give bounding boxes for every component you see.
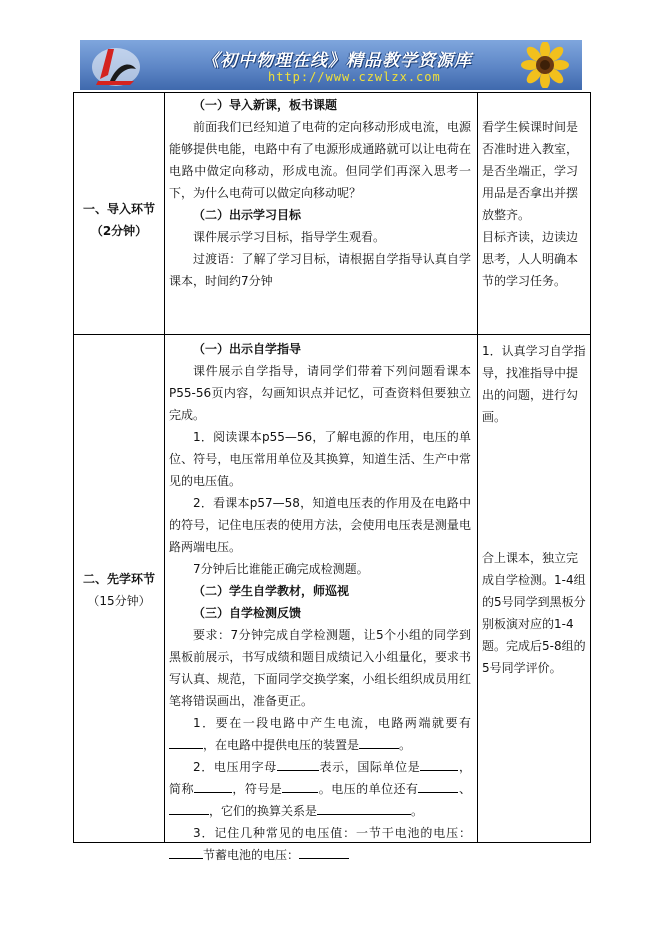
side-note: 1．认真学习自学指导，找准指导中提出的问题，进行勾画。	[482, 344, 586, 424]
question-2: 2．电压用字母 表示，国际单位是 ，简称 ，符号是 。电压的单位还有 、，它们的换算关系是 。	[169, 756, 471, 822]
paragraph: 1．阅读课本p55—56，了解电源的作用，电压的单位、符号，电压常用单位及其换算，知道生活、生产中常见的电压值。	[169, 430, 471, 488]
banner-url: http://www.czwlzx.com	[268, 70, 441, 84]
logo-icon	[90, 43, 142, 89]
answer-blank[interactable]	[169, 800, 209, 815]
paragraph: 7分钟后比谁能正确完成检测题。	[193, 562, 369, 576]
content-cell-intro	[169, 94, 471, 292]
table-border-top	[73, 92, 591, 93]
stage-label-selfstudy	[74, 568, 164, 612]
answer-blank[interactable]	[169, 734, 203, 749]
side-cell-selfstudy-1	[482, 340, 586, 428]
question-1: 1．要在一段电路中产生电流，电路两端就要有，在电路中提供电压的装置是 。	[169, 712, 471, 756]
side-note: 合上课本，独立完成自学检测。1-4组的5号同学到黑板分别板演对应的1-4题。完成后5-8组的5号同学评价。	[482, 551, 586, 675]
section-heading: （三）自学检测反馈	[193, 606, 302, 620]
answer-blank[interactable]	[194, 778, 232, 793]
stage-duration: （2分钟）	[90, 224, 148, 238]
sunflower-icon	[512, 42, 578, 88]
paragraph: 过渡语：了解了学习目标，请根据自学指导认真自学课本，时间约7分钟	[169, 252, 471, 288]
side-note: 看学生候课时间是否准时进入教室，是否坐端正，学习用品是否拿出并摆放整齐。	[482, 120, 579, 222]
table-divider-2	[477, 92, 478, 843]
section-heading: （二）出示学习目标	[193, 208, 302, 222]
table-border-right	[590, 92, 591, 843]
answer-blank[interactable]	[418, 778, 458, 793]
answer-blank[interactable]	[359, 734, 399, 749]
paragraph: 要求：7分钟完成自学检测题，让5个小组的同学到黑板前展示，书写成绩和题目成绩记入小组量化，要求书写认真、规范，下面同学交换学案，小组长组织成员用红笔将错误画出，准备更正。	[169, 628, 471, 708]
content-cell-selfstudy	[169, 338, 471, 866]
paragraph: 前面我们已经知道了电荷的定向移动形成电流，电源能够提供电能，电路中有了电源形成通路就可以让电荷在电路中做定向移动，形成电流。但同学们再深入思考一下，为什么电荷可以做定向移动呢？	[169, 120, 471, 200]
answer-blank[interactable]	[420, 756, 458, 771]
answer-blank[interactable]	[299, 844, 349, 859]
stage-duration: （15分钟）	[87, 594, 151, 608]
section-heading: （一）导入新课，板书课题	[193, 98, 338, 112]
paragraph: 课件展示自学指导，请同学们带着下列问题看课本P55-56页内容，勾画知识点并记忆，可查资料但要独立完成。	[169, 364, 471, 422]
question-3: 3．记住几种常见的电压值：一节干电池的电压：节蓄电池的电压：	[169, 822, 471, 866]
stage-label-intro	[74, 198, 164, 242]
stage-title: 一、导入环节	[82, 202, 155, 216]
banner-title: 《初中物理在线》精品教学资源库	[202, 51, 472, 71]
answer-blank[interactable]	[277, 756, 319, 771]
side-cell-selfstudy-2	[482, 547, 586, 679]
table-divider-1	[164, 92, 165, 843]
header-banner	[80, 40, 582, 90]
side-cell-intro	[482, 116, 586, 292]
answer-blank[interactable]	[169, 844, 203, 859]
paragraph: 2．看课本p57—58，知道电压表的作用及在电路中的符号，记住电压表的使用方法，会使用电压表是测量电路两端电压。	[169, 496, 471, 554]
answer-blank[interactable]	[282, 778, 318, 793]
answer-blank[interactable]	[317, 800, 411, 815]
paragraph: 课件展示学习目标，指导学生观看。	[193, 230, 386, 244]
section-heading: （二）学生自学教材，师巡视	[193, 584, 350, 598]
stage-title: 二、先学环节	[82, 572, 155, 586]
table-border-mid	[73, 334, 591, 335]
section-heading: （一）出示自学指导	[193, 342, 302, 356]
side-note: 目标齐读，边读边思考，人人明确本节的学习任务。	[482, 230, 579, 288]
